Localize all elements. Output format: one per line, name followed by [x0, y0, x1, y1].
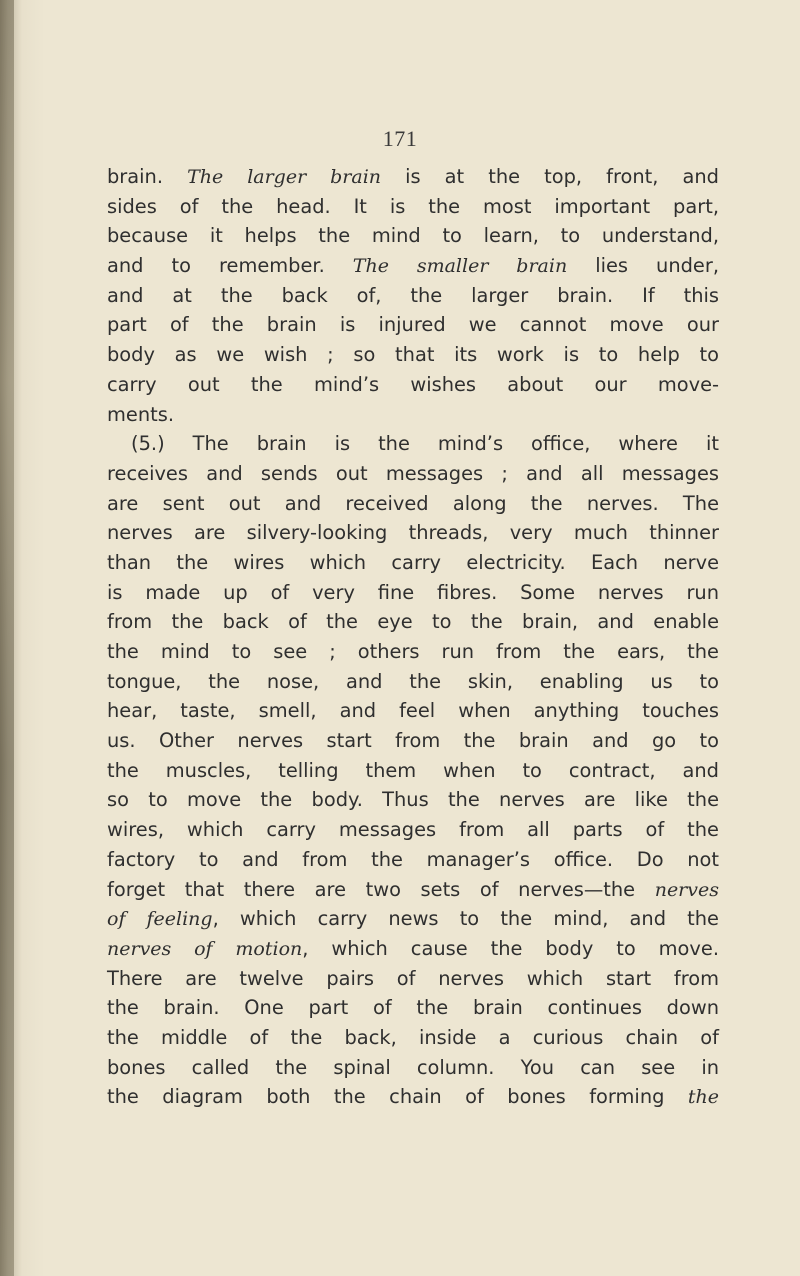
text-segment: than the wires which carry electricity. Each nerve	[107, 550, 719, 574]
text-segment: ments.	[107, 402, 174, 426]
text-segment: tongue, the nose, and the skin, enabling us to	[107, 669, 719, 693]
text-segment: the middle of the back, inside a curious chain of	[107, 1025, 719, 1049]
italic-text-segment: The smaller brain	[352, 255, 568, 278]
text-line	[107, 964, 719, 994]
text-line	[107, 845, 719, 875]
text-segment: , which cause the body to move.	[302, 936, 719, 960]
text-segment: , which carry news to the mind, and the	[212, 907, 719, 931]
text-segment: because it helps the mind to learn, to understand,	[107, 224, 719, 248]
text-line	[107, 429, 719, 459]
italic-text-segment: The larger brain	[187, 166, 382, 188]
text-line	[107, 637, 719, 667]
text-segment: and at the back of, the larger brain. If this	[107, 283, 719, 307]
page-gutter-shadow	[0, 0, 14, 1276]
text-segment: are sent out and received along the nerves. The	[107, 491, 719, 515]
text-segment: the mind to see ; others run from the ears, the	[107, 640, 719, 663]
text-line	[107, 1023, 719, 1053]
text-line	[107, 904, 719, 934]
text-segment: bones called the spinal column. You can see in	[107, 1055, 719, 1079]
text-line	[107, 875, 719, 905]
text-line	[107, 696, 719, 726]
text-line	[107, 548, 719, 578]
text-segment: lies under,	[567, 254, 719, 278]
text-segment: forget that there are two sets of nerves—the	[107, 877, 655, 901]
text-segment: us. Other nerves start from the brain and go to	[107, 729, 719, 753]
text-line	[107, 756, 719, 786]
text-line	[107, 192, 719, 222]
text-line	[107, 251, 719, 281]
text-line	[107, 934, 719, 964]
text-line	[107, 1053, 719, 1083]
text-segment: from the back of the eye to the brain, and enable	[107, 610, 719, 634]
text-segment: brain.	[107, 165, 188, 188]
text-line	[107, 310, 719, 340]
text-segment: factory to and from the manager’s office. Do not	[107, 847, 719, 871]
text-line	[107, 726, 719, 756]
text-line	[107, 400, 719, 430]
text-segment: and to remember.	[107, 254, 353, 278]
text-line	[107, 667, 719, 697]
text-line	[107, 518, 719, 548]
page-number: 171	[382, 126, 418, 151]
text-segment: the diagram both the chain of bones forming	[107, 1085, 688, 1109]
text-segment: carry out the mind’s wishes about our move-	[107, 372, 719, 396]
text-line	[107, 281, 719, 311]
body-text	[107, 162, 719, 1112]
text-segment: the brain. One part of the brain continues down	[107, 996, 719, 1020]
italic-text-segment: nerves	[654, 878, 719, 901]
text-line	[107, 1082, 719, 1112]
text-segment: is made up of very fine fibres. Some nerves run	[107, 580, 719, 604]
text-segment: (5.) The brain is the mind’s office, where it	[131, 432, 719, 456]
text-line	[107, 221, 719, 251]
text-segment: the muscles, telling them when to contract, and	[107, 758, 719, 782]
text-segment: sides of the head. It is the most important part,	[107, 194, 719, 218]
text-segment: receives and sends out messages ; and all messages	[107, 461, 719, 485]
text-segment: wires, which carry messages from all parts of the	[107, 818, 719, 842]
text-segment: is at the top, front, and	[381, 165, 719, 188]
text-line	[107, 993, 719, 1023]
text-segment: part of the brain is injured we cannot move our	[107, 313, 719, 337]
italic-text-segment: the	[687, 1086, 719, 1109]
text-line	[107, 162, 719, 192]
text-line	[107, 489, 719, 519]
text-line	[107, 578, 719, 608]
text-line	[107, 815, 719, 845]
italic-text-segment: nerves of motion	[107, 937, 303, 960]
text-segment: hear, taste, smell, and feel when anything touches	[107, 699, 719, 723]
text-segment: body as we wish ; so that its work is to help to	[107, 343, 719, 367]
text-segment: so to move the body. Thus the nerves are like the	[107, 788, 719, 812]
text-segment: nerves are silvery-looking threads, very much thinner	[107, 521, 719, 545]
text-line	[107, 785, 719, 815]
text-line	[107, 340, 719, 370]
text-line	[107, 607, 719, 637]
italic-text-segment: of feeling	[107, 908, 213, 931]
text-line	[107, 459, 719, 489]
text-line	[107, 370, 719, 400]
text-segment: There are twelve pairs of nerves which start from	[107, 966, 719, 990]
